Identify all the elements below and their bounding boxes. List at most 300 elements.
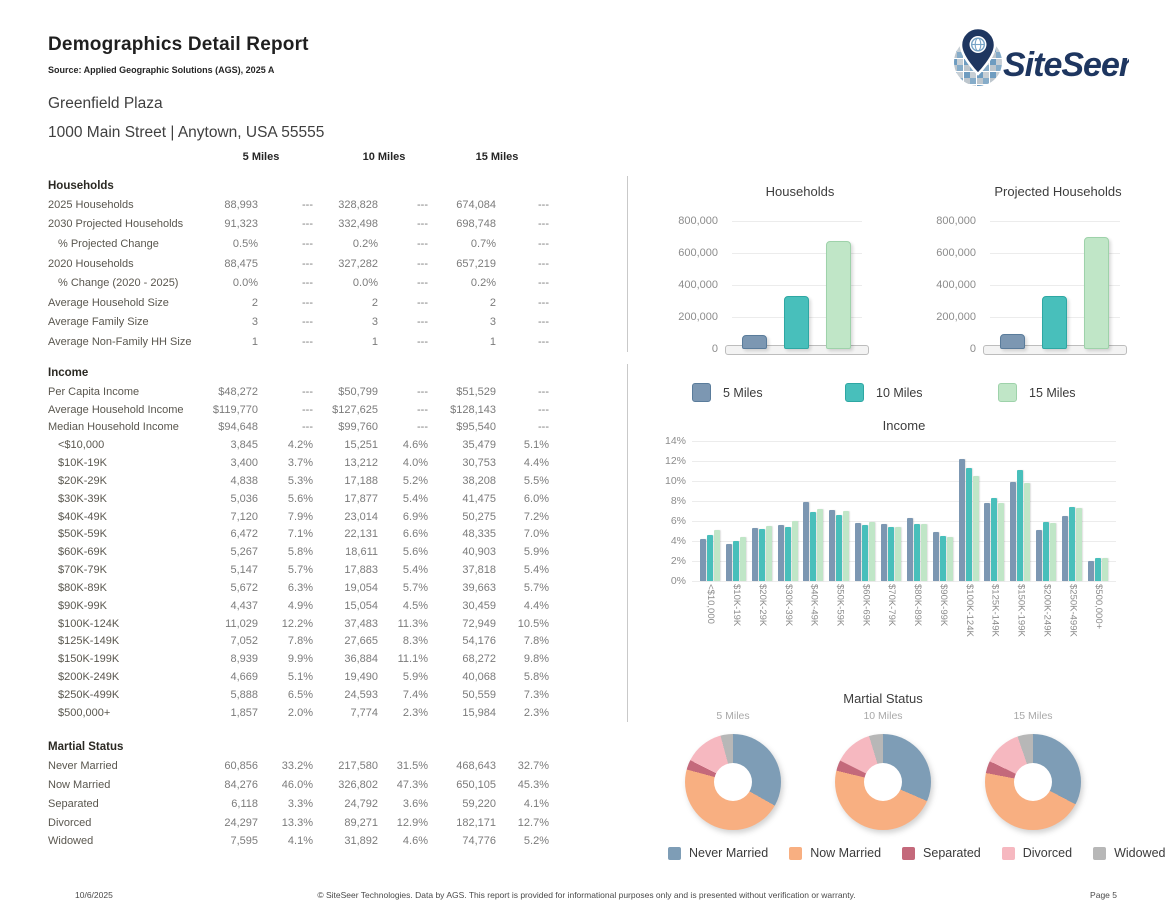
legend-label: Never Married <box>689 846 769 860</box>
x-tick <box>803 584 823 671</box>
bar <box>914 524 920 581</box>
legend-label: 10 Miles <box>876 385 923 400</box>
bar <box>1017 470 1023 581</box>
x-tick <box>855 584 875 671</box>
row-label: Average Non-Family HH Size <box>48 335 192 348</box>
table-row <box>48 234 627 254</box>
y-tick-label: 12% <box>664 455 686 467</box>
table-cell: 38,208 <box>462 474 496 487</box>
table-cell: 68,272 <box>462 653 496 666</box>
miles-legend <box>692 383 1170 402</box>
legend-swatch <box>789 847 802 860</box>
table-cell: 2 <box>489 296 496 309</box>
table-cell: 7.3% <box>523 689 549 702</box>
table-cell: 6,472 <box>230 528 258 541</box>
table-cell: 3.3% <box>287 797 313 810</box>
table-cell: 39,663 <box>462 581 496 594</box>
table-cell: 17,877 <box>344 492 378 505</box>
x-tick <box>829 584 849 671</box>
table-cell: --- <box>302 277 313 290</box>
table-row <box>48 195 627 215</box>
table-cell: 37,483 <box>344 617 378 630</box>
bar <box>733 541 739 581</box>
bar <box>759 529 765 581</box>
y-axis <box>658 435 692 587</box>
table-cell: 7.8% <box>523 635 549 648</box>
table-cell: 0.2% <box>470 277 496 290</box>
x-tick-label: $200K-249K <box>1041 584 1053 637</box>
table-cell: --- <box>417 237 428 250</box>
y-tick-label: 10% <box>664 475 686 487</box>
bar <box>1036 530 1042 581</box>
table-cell: $50,799 <box>338 385 378 398</box>
table-cell: 657,219 <box>456 257 496 270</box>
table-cell: 7,774 <box>350 706 378 719</box>
row-label: Never Married <box>48 760 118 773</box>
table-cell: 3 <box>489 316 496 329</box>
row-label: Widowed <box>48 835 94 848</box>
table-cell: 468,643 <box>456 760 496 773</box>
table-cell: 37,818 <box>462 564 496 577</box>
table-cell: $48,272 <box>218 385 258 398</box>
table-cell: 7.9% <box>287 510 313 523</box>
table-cell: --- <box>538 385 549 398</box>
table-cell: --- <box>417 403 428 416</box>
bar-group <box>959 441 979 581</box>
bar <box>803 502 809 581</box>
table-cell: $119,770 <box>212 403 258 416</box>
legend-label: 15 Miles <box>1029 385 1076 400</box>
table-cell: 17,883 <box>344 564 378 577</box>
row-label: $60K-69K <box>58 546 107 559</box>
table-cell: 5.9% <box>402 671 428 684</box>
legend-label: Divorced <box>1022 846 1073 860</box>
table-cell: 24,792 <box>344 797 378 810</box>
table-cell: 5.2% <box>523 835 549 848</box>
x-tick <box>1036 584 1056 671</box>
table-cell: 4.0% <box>402 457 428 470</box>
bar <box>766 526 772 581</box>
chart-title: Income <box>882 418 926 433</box>
bar <box>907 518 913 581</box>
table-cell: 4.6% <box>402 835 428 848</box>
table-row <box>48 215 627 235</box>
table-cell: 7,120 <box>230 510 258 523</box>
table-cell: --- <box>538 316 549 329</box>
legend-item <box>902 846 981 860</box>
table-row <box>48 579 627 597</box>
table-cell: 6.6% <box>402 528 428 541</box>
table-cell: 91,323 <box>224 218 258 231</box>
x-tick-label: $80K-89K <box>912 584 924 627</box>
table-cell: 50,275 <box>462 510 496 523</box>
bar <box>752 528 758 581</box>
row-label: Per Capita Income <box>48 385 140 398</box>
x-tick <box>778 584 798 671</box>
donut-chart <box>835 734 931 830</box>
bar <box>869 522 875 581</box>
table-cell: --- <box>417 335 428 348</box>
table-cell: 182,171 <box>456 816 496 829</box>
row-label: $10K-19K <box>58 457 107 470</box>
plot-area <box>732 221 862 349</box>
x-tick-label: $70K-79K <box>886 584 898 627</box>
table-cell: 40,068 <box>462 671 496 684</box>
row-label: Median Household Income <box>48 421 179 434</box>
table-cell: 5,036 <box>230 492 258 505</box>
table-cell: 5.6% <box>287 492 313 505</box>
table-cell: 674,084 <box>456 198 496 211</box>
x-tick <box>1062 584 1082 671</box>
bar <box>991 498 997 581</box>
table-cell: --- <box>538 198 549 211</box>
row-label: $80K-89K <box>58 581 107 594</box>
table-cell: 5.1% <box>287 671 313 684</box>
bar <box>1102 558 1108 581</box>
bar <box>984 503 990 581</box>
bar <box>836 515 842 581</box>
bar <box>998 503 1004 581</box>
bar-group <box>752 441 772 581</box>
table-cell: 2.3% <box>402 706 428 719</box>
bar <box>784 296 809 349</box>
chart-body <box>664 215 896 355</box>
bar <box>726 544 732 581</box>
martial-status-charts <box>658 691 1166 860</box>
table-cell: $95,540 <box>456 421 496 434</box>
table-row <box>48 686 627 704</box>
table-cell: 328,828 <box>338 198 378 211</box>
table-cell: $127,625 <box>332 403 378 416</box>
table-cell: 8,939 <box>230 653 258 666</box>
bar <box>1043 522 1049 581</box>
legend-item <box>998 383 1151 402</box>
table-cell: 54,176 <box>462 635 496 648</box>
column-header-15-miles: 15 Miles <box>475 151 519 163</box>
bar <box>888 527 894 581</box>
table-cell: 3 <box>251 316 258 329</box>
table-cell: 17,188 <box>344 474 378 487</box>
table-cell: --- <box>538 335 549 348</box>
y-axis <box>664 215 722 355</box>
table-cell: --- <box>417 316 428 329</box>
y-tick-label: 0% <box>670 575 686 587</box>
table-cell: 5.5% <box>523 474 549 487</box>
table-row <box>48 757 628 776</box>
footer-disclaimer: © SiteSeer Technologies. Data by AGS. This report is provided for informational purposes only and is presented without verification or warranty. <box>317 890 856 900</box>
table-cell: 2.0% <box>287 706 313 719</box>
table-cell: 88,993 <box>224 198 258 211</box>
legend-label: 5 Miles <box>723 385 763 400</box>
bar <box>1062 516 1068 581</box>
table-cell: 2 <box>251 296 258 309</box>
table-cell: $99,760 <box>338 421 378 434</box>
legend-swatch <box>1093 847 1106 860</box>
table-cell: 698,748 <box>456 218 496 231</box>
table-row <box>48 332 627 352</box>
row-label: $500,000+ <box>58 706 111 719</box>
bar <box>817 509 823 581</box>
table-cell: 88,475 <box>224 257 258 270</box>
table-cell: 45.3% <box>517 778 549 791</box>
table-cell: 48,335 <box>462 528 496 541</box>
bar-group <box>881 441 901 581</box>
table-cell: 36,884 <box>344 653 378 666</box>
legend-label: Now Married <box>810 846 882 860</box>
legend-swatch <box>1002 847 1015 860</box>
table-row <box>48 650 627 668</box>
table-cell: 4,669 <box>230 671 258 684</box>
legend-label: Widowed <box>1114 846 1166 860</box>
y-tick-label: 0 <box>969 343 976 355</box>
table-cell: 5.3% <box>287 474 313 487</box>
table-cell: 5.7% <box>287 564 313 577</box>
x-axis <box>692 581 1116 671</box>
x-tick-label: $150K-199K <box>1015 584 1027 637</box>
x-tick-label: $250K-499K <box>1067 584 1079 637</box>
table-cell: 4,838 <box>230 474 258 487</box>
gridline <box>692 581 1116 582</box>
table-cell: 1 <box>371 335 378 348</box>
table-cell: 23,014 <box>344 510 378 523</box>
x-tick-label: $40K-49K <box>808 584 820 627</box>
row-label: $90K-99K <box>58 599 107 612</box>
site-address: 1000 Main Street | Anytown, USA 55555 <box>48 124 325 141</box>
table-cell: 6.9% <box>402 510 428 523</box>
bar <box>1000 334 1025 349</box>
table-cell: --- <box>417 421 428 434</box>
table-cell: --- <box>302 421 313 434</box>
table-row <box>48 472 627 490</box>
x-tick-label: $50K-59K <box>834 584 846 627</box>
table-row <box>48 668 627 686</box>
table-cell: 2 <box>371 296 378 309</box>
table-cell: --- <box>302 335 313 348</box>
table-cell: 4.4% <box>523 599 549 612</box>
bar <box>973 476 979 581</box>
table-cell: 6.5% <box>287 689 313 702</box>
x-tick-label: $60K-69K <box>860 584 872 627</box>
bar-group <box>907 441 927 581</box>
row-label: $30K-39K <box>58 492 107 505</box>
x-tick-label: $100K-124K <box>963 584 975 637</box>
row-label: Average Household Size <box>48 296 169 309</box>
donut-chart <box>985 734 1081 830</box>
x-tick-label: $125K-149K <box>989 584 1001 637</box>
section-header: Income <box>48 367 89 380</box>
table-cell: 3.7% <box>287 457 313 470</box>
table-cell: 6,118 <box>231 797 258 810</box>
table-row <box>48 418 627 436</box>
table-cell: 5.9% <box>523 546 549 559</box>
table-cell: 7.1% <box>287 528 313 541</box>
bar <box>959 459 965 581</box>
y-tick-label: 600,000 <box>936 247 976 259</box>
legend-swatch <box>692 383 711 402</box>
table-cell: 15,251 <box>344 439 378 452</box>
legend-label: Separated <box>923 846 981 860</box>
table-cell: 33.2% <box>281 760 313 773</box>
table-cell: 4.1% <box>287 835 313 848</box>
projected-households-chart <box>922 184 1154 355</box>
y-axis <box>922 215 980 355</box>
bar-group <box>855 441 875 581</box>
bar <box>855 523 861 581</box>
bar <box>1050 523 1056 581</box>
x-tick <box>907 584 927 671</box>
row-label: $50K-59K <box>58 528 107 541</box>
footer-date: 10/6/2025 <box>75 890 113 900</box>
table-cell: 5.4% <box>402 492 428 505</box>
table-row <box>48 704 627 722</box>
table-row <box>48 401 627 419</box>
x-tick-label: $500,000+ <box>1093 584 1105 630</box>
legend-item <box>1002 846 1072 860</box>
bar-group <box>1010 441 1030 581</box>
bar <box>1069 507 1075 581</box>
table-row <box>48 794 628 813</box>
table-row <box>48 508 627 526</box>
bar <box>940 536 946 581</box>
table-cell: 31,892 <box>344 835 378 848</box>
legend-item <box>668 846 768 860</box>
table-cell: 30,459 <box>462 599 496 612</box>
table-cell: 9.8% <box>523 653 549 666</box>
siteseer-logo <box>944 26 1129 93</box>
table-column-headers <box>48 151 628 167</box>
y-tick-label: 6% <box>670 515 686 527</box>
x-tick <box>1088 584 1108 671</box>
x-tick <box>726 584 746 671</box>
table-row <box>48 454 627 472</box>
legend-item <box>845 383 998 402</box>
table-row <box>48 293 627 313</box>
plot-area <box>990 221 1120 349</box>
donut-group <box>658 710 808 830</box>
table-row <box>48 832 628 851</box>
chart-title: Households <box>765 184 835 199</box>
table-cell: --- <box>538 257 549 270</box>
table-cell: 5.8% <box>287 546 313 559</box>
demographics-table <box>48 176 628 851</box>
table-cell: 22,131 <box>344 528 378 541</box>
table-cell: 5,672 <box>230 581 258 594</box>
page-title: Demographics Detail Report <box>48 34 309 55</box>
table-cell: 1 <box>251 335 258 348</box>
table-cell: --- <box>417 198 428 211</box>
bar <box>829 510 835 581</box>
row-label: Separated <box>48 797 99 810</box>
table-cell: 84,276 <box>224 778 258 791</box>
table-cell: 5,147 <box>230 564 258 577</box>
bar <box>792 521 798 581</box>
table-cell: 19,490 <box>344 671 378 684</box>
legend-swatch <box>845 383 864 402</box>
bar <box>810 512 816 581</box>
table-cell: $94,648 <box>218 421 258 434</box>
plot-area <box>692 441 1116 581</box>
table-cell: --- <box>302 385 313 398</box>
donut-subtitle: 15 Miles <box>1013 710 1053 722</box>
legend-item <box>1093 846 1165 860</box>
y-tick-label: 800,000 <box>936 215 976 227</box>
y-tick-label: 4% <box>670 535 686 547</box>
table-cell: --- <box>538 296 549 309</box>
bar <box>966 468 972 581</box>
table-cell: 7,052 <box>230 635 258 648</box>
table-cell: --- <box>417 277 428 290</box>
table-cell: 60,856 <box>224 760 258 773</box>
table-cell: --- <box>417 257 428 270</box>
table-cell: --- <box>302 316 313 329</box>
x-tick-label: $10K-19K <box>731 584 743 627</box>
gridline <box>990 221 1120 222</box>
table-cell: 5,888 <box>230 689 258 702</box>
table-row <box>48 273 627 293</box>
donut-subtitle: 5 Miles <box>716 710 750 722</box>
table-cell: 3 <box>371 316 378 329</box>
table-cell: 12.2% <box>281 617 313 630</box>
table-cell: 12.9% <box>396 816 428 829</box>
x-tick-label: $90K-99K <box>937 584 949 627</box>
table-cell: --- <box>538 218 549 231</box>
table-cell: 4.1% <box>523 797 549 810</box>
row-label: Now Married <box>48 778 111 791</box>
row-label: $100K-124K <box>58 617 120 630</box>
table-cell: 5.8% <box>523 671 549 684</box>
table-cell: 4.4% <box>523 457 549 470</box>
row-label: 2020 Households <box>48 257 134 270</box>
row-label: Average Household Income <box>48 403 184 416</box>
bar <box>862 525 868 581</box>
table-cell: 5.6% <box>402 546 428 559</box>
x-tick <box>1010 584 1030 671</box>
chart-title: Projected Households <box>994 184 1122 199</box>
table-cell: 5,267 <box>230 546 258 559</box>
table-row <box>48 615 627 633</box>
table-cell: 32.7% <box>517 760 549 773</box>
table-cell: 4,437 <box>230 599 258 612</box>
table-cell: 7,595 <box>230 835 258 848</box>
table-cell: $128,143 <box>450 403 496 416</box>
table-cell: 11.1% <box>397 653 428 666</box>
table-cell: 13,212 <box>344 457 378 470</box>
bar-group <box>984 441 1004 581</box>
bar-group <box>1036 441 1056 581</box>
chart-body <box>658 435 1170 587</box>
households-chart <box>664 184 896 355</box>
table-cell: 1 <box>489 335 496 348</box>
legend-swatch <box>902 847 915 860</box>
y-tick-label: 800,000 <box>678 215 718 227</box>
table-cell: 35,479 <box>462 439 496 452</box>
table-cell: 15,984 <box>462 706 496 719</box>
table-cell: 4.9% <box>287 599 313 612</box>
bar <box>707 535 713 581</box>
bar-group <box>700 441 720 581</box>
row-label: % Change (2020 - 2025) <box>58 277 179 290</box>
table-cell: --- <box>302 296 313 309</box>
row-label: Divorced <box>48 816 92 829</box>
table-cell: 3,400 <box>230 457 258 470</box>
row-label: % Projected Change <box>58 237 159 250</box>
donut-subtitle: 10 Miles <box>863 710 903 722</box>
bar-group <box>933 441 953 581</box>
logo-wordmark: SiteSeer <box>1003 46 1129 84</box>
table-cell: --- <box>302 257 313 270</box>
table-cell: 13.3% <box>281 816 313 829</box>
bar <box>1095 558 1101 581</box>
